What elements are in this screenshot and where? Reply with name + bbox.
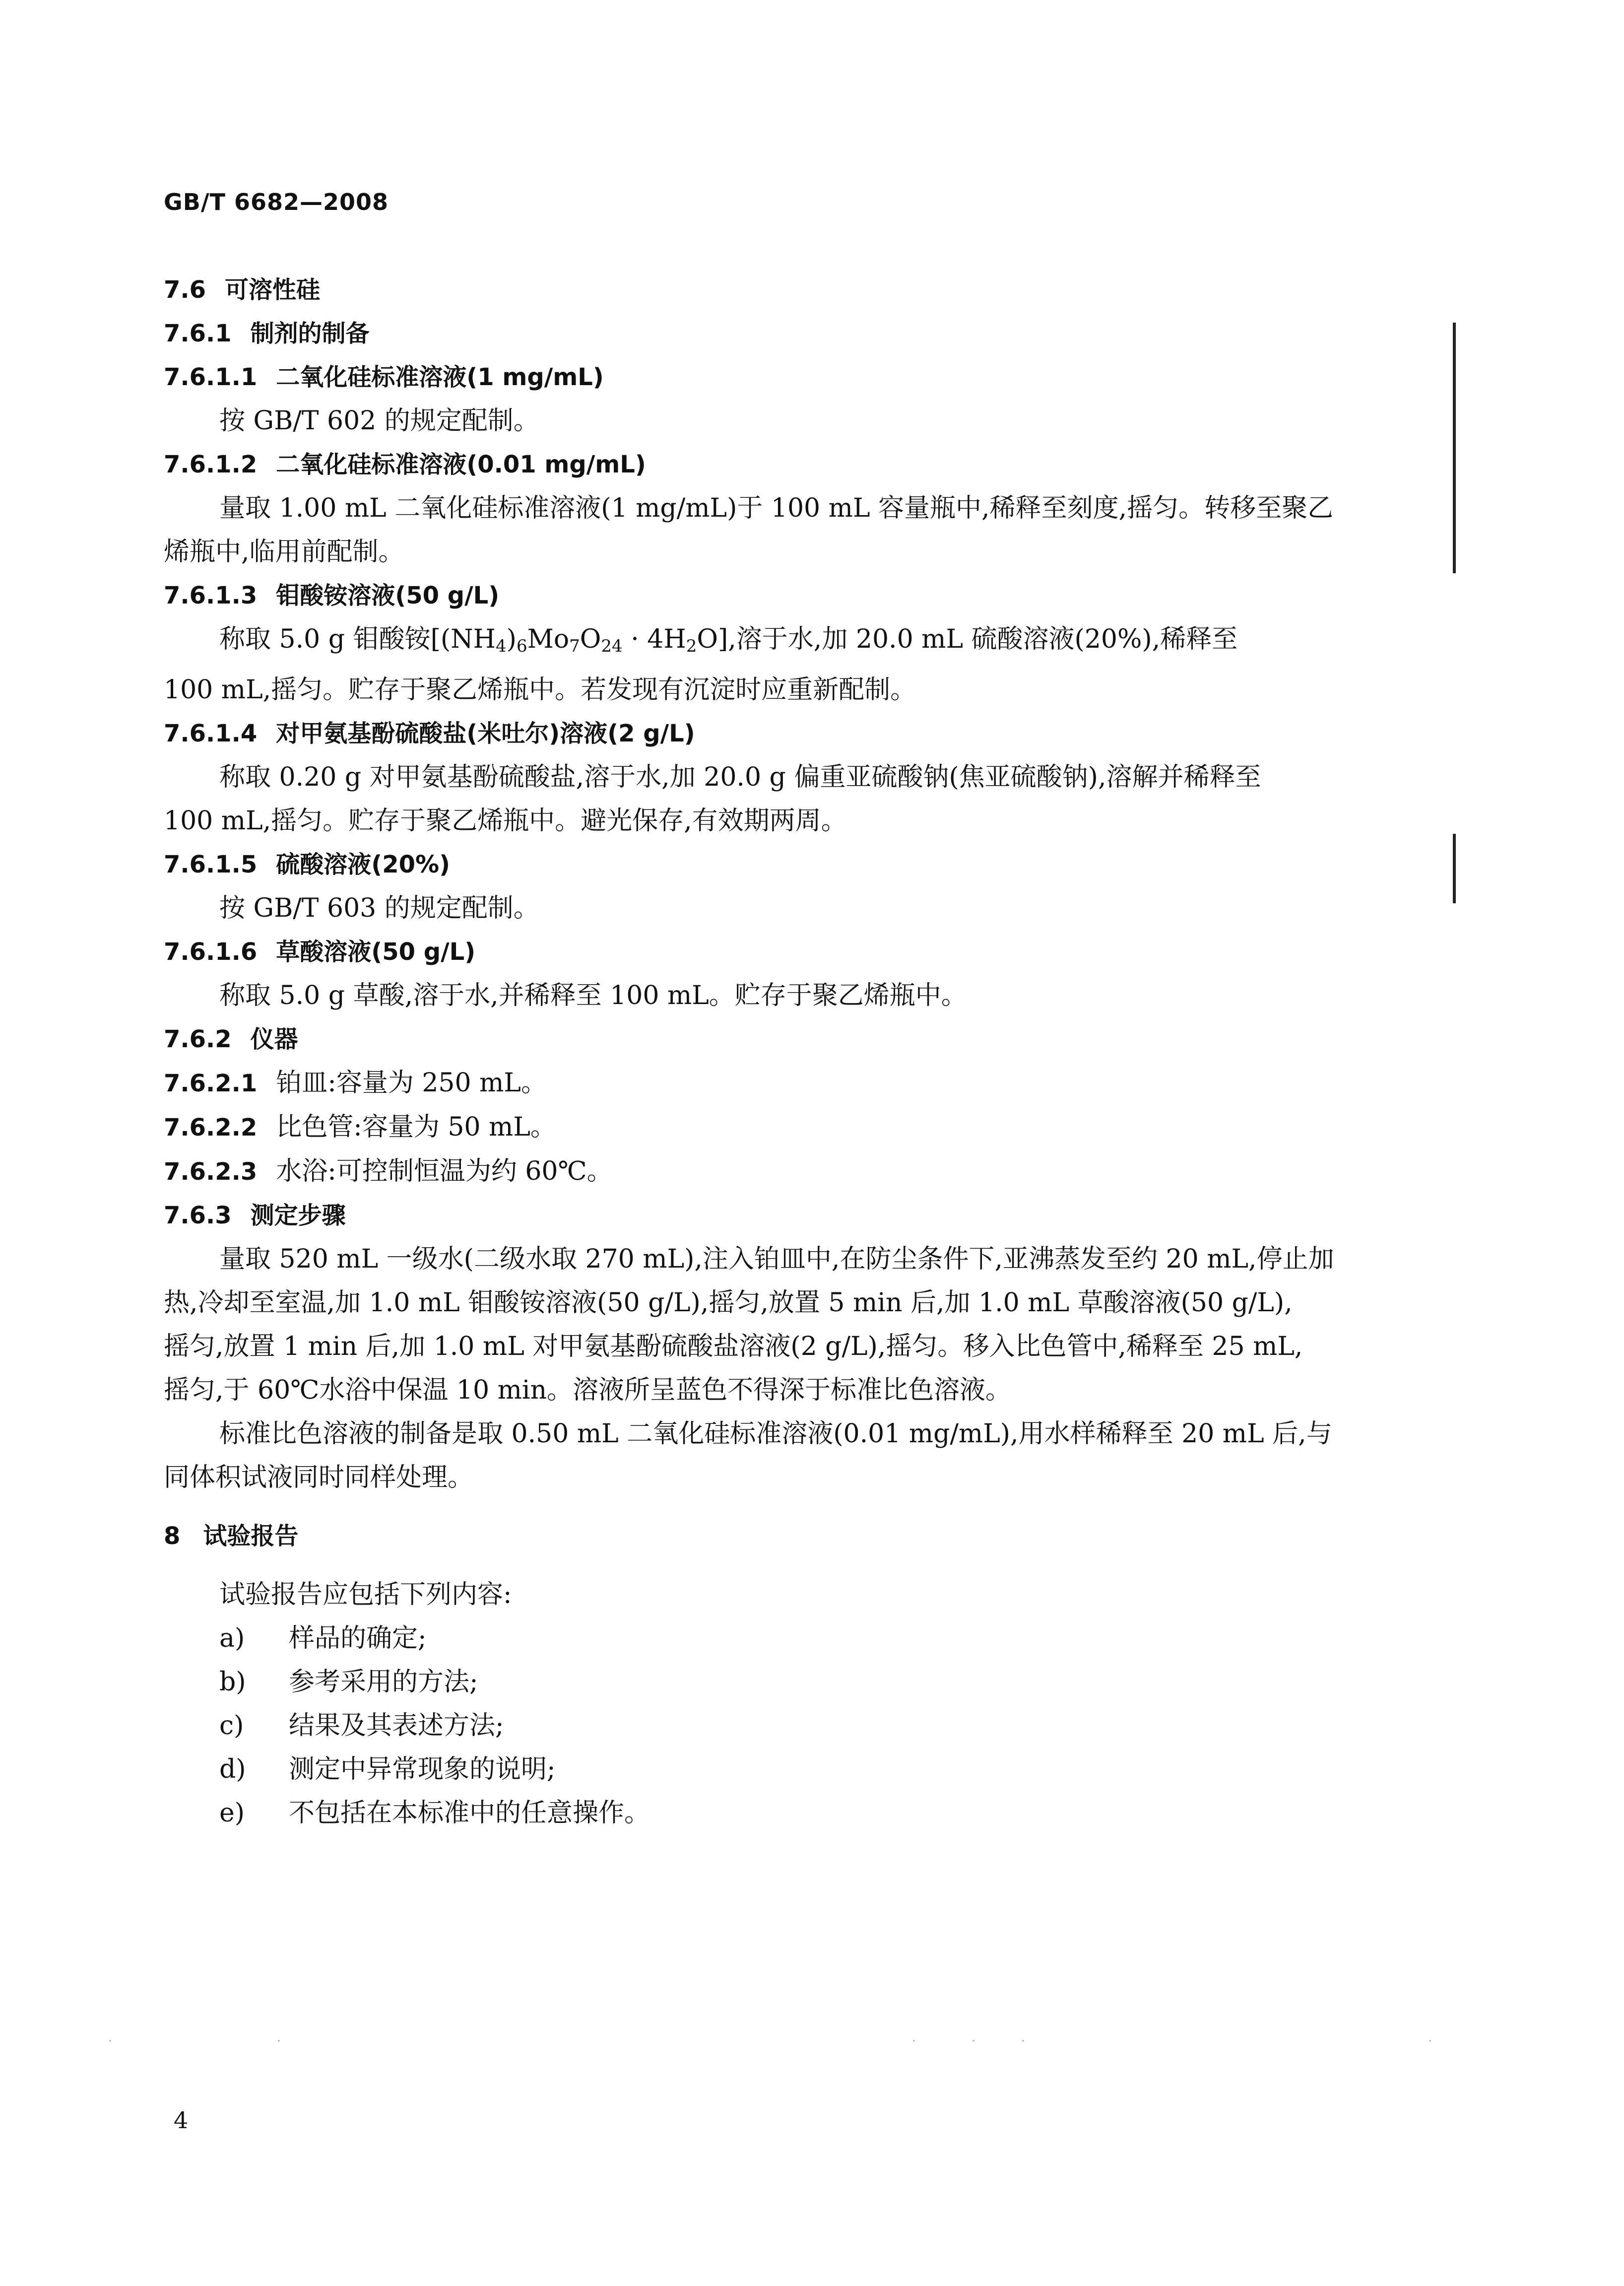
section-heading xyxy=(164,1514,1454,1558)
section-title: 测定步骤 xyxy=(250,1202,346,1229)
standard-code-header: GB/T 6682—2008 xyxy=(164,189,389,215)
section-number: 8 xyxy=(164,1522,181,1550)
section-number: 7.6.1 xyxy=(164,320,232,347)
list-item xyxy=(219,1660,1454,1704)
clause-text xyxy=(164,617,1454,668)
clause-text: 称取 0.20 g 对甲氨基酚硫酸盐,溶于水,加 20.0 g 偏重亚硫酸钠(焦亚硫酸钠),溶解并稀释至 xyxy=(219,762,1261,792)
subscript: 24 xyxy=(601,636,623,656)
clause-number: 7.6.2.1 xyxy=(164,1070,258,1097)
subscript: 7 xyxy=(569,636,580,656)
section-heading xyxy=(164,268,1454,312)
list-item xyxy=(219,1748,1454,1791)
clause-text: 铂皿:容量为 250 mL。 xyxy=(276,1068,547,1098)
clause-text: 量取 1.00 mL 二氧化硅标准溶液(1 mg/mL)于 100 mL 容量瓶中,稀释至刻度,摇匀。转移至聚乙 xyxy=(219,493,1334,523)
subsection-heading xyxy=(164,1017,1454,1061)
list-marker: c) xyxy=(219,1711,244,1741)
clause-text: 100 mL,摇匀。贮存于聚乙烯瓶中。若发现有沉淀时应重新配制。 xyxy=(164,675,916,705)
section-title: 仪器 xyxy=(250,1025,298,1053)
clause-text: 按 GB/T 603 的规定配制。 xyxy=(219,893,539,923)
list-marker: d) xyxy=(219,1754,246,1784)
list-item-text: 测定中异常现象的说明; xyxy=(289,1754,556,1784)
clause-number: 7.6.1.1 xyxy=(164,363,258,391)
formula-text: ) xyxy=(506,624,517,654)
procedure-text: 量取 520 mL 一级水(二级水取 270 mL),注入铂皿中,在防尘条件下,亚沸蒸发至约 20 mL,停止加 xyxy=(219,1244,1334,1274)
formula-text: O],溶于水,加 20.0 mL 硫酸溶液(20%),稀释至 xyxy=(697,624,1238,654)
procedure-text: 摇匀,放置 1 min 后,加 1.0 mL 对甲氨基酚硫酸盐溶液(2 g/L),摇匀。移入比色管中,稀释至 25 mL, xyxy=(164,1332,1303,1361)
clause-heading xyxy=(164,574,1454,617)
procedure-text: 同体积试液同时同样处理。 xyxy=(164,1463,474,1492)
clause-number: 7.6.1.4 xyxy=(164,720,258,747)
formula-text: 称取 5.0 g 钼酸铵[(NH xyxy=(219,624,496,654)
clause-heading xyxy=(164,843,1454,886)
clause-number: 7.6.1.2 xyxy=(164,451,258,478)
clause-title: 硫酸溶液(20%) xyxy=(276,851,451,878)
clause-number: 7.6.1.3 xyxy=(164,582,258,609)
clause-number: 7.6.1.5 xyxy=(164,851,258,878)
clause-item xyxy=(164,1149,1454,1194)
scan-speckles xyxy=(89,2040,1528,2042)
clause-item xyxy=(164,1105,1454,1149)
procedure-text: 标准比色溶液的制备是取 0.50 mL 二氧化硅标准溶液(0.01 mg/mL),用水样稀释至 20 mL 后,与 xyxy=(219,1419,1332,1449)
section-number: 7.6.3 xyxy=(164,1202,232,1229)
section-title: 可溶性硅 xyxy=(225,276,321,304)
clause-heading xyxy=(164,355,1454,399)
clause-title: 钼酸铵溶液(50 g/L) xyxy=(276,582,500,609)
list-item xyxy=(219,1616,1454,1660)
subscript: 6 xyxy=(516,636,527,656)
list-item-text: 结果及其表述方法; xyxy=(289,1711,504,1741)
document-body xyxy=(164,268,1454,1835)
clause-text: 比色管:容量为 50 mL。 xyxy=(276,1112,556,1142)
list-marker: a) xyxy=(219,1623,245,1653)
subscript: 2 xyxy=(686,636,697,656)
clause-text: 水浴:可控制恒温为约 60℃。 xyxy=(276,1156,613,1186)
formula-text: · 4H xyxy=(622,624,686,654)
clause-number: 7.6.2.3 xyxy=(164,1158,258,1186)
clause-title: 二氧化硅标准溶液(1 mg/mL) xyxy=(276,363,604,391)
report-items-list xyxy=(164,1616,1454,1835)
formula-text: Mo xyxy=(527,624,570,654)
section-number: 7.6.2 xyxy=(164,1025,232,1053)
clause-number: 7.6.2.2 xyxy=(164,1114,258,1142)
list-item xyxy=(219,1704,1454,1748)
clause-text: 烯瓶中,临用前配制。 xyxy=(164,537,404,567)
subsection-heading xyxy=(164,1194,1454,1237)
clause-heading xyxy=(164,930,1454,974)
clause-title: 二氧化硅标准溶液(0.01 mg/mL) xyxy=(276,451,646,478)
clause-text: 按 GB/T 602 的规定配制。 xyxy=(219,406,539,436)
list-item-text: 参考采用的方法; xyxy=(289,1667,478,1697)
procedure-text: 热,冷却至室温,加 1.0 mL 钼酸铵溶液(50 g/L),摇匀,放置 5 min 后,加 1.0 mL 草酸溶液(50 g/L), xyxy=(164,1288,1293,1318)
list-marker: b) xyxy=(219,1667,246,1697)
list-item-text: 不包括在本标准中的任意操作。 xyxy=(289,1798,650,1828)
clause-heading xyxy=(164,443,1454,486)
list-item-text: 样品的确定; xyxy=(289,1623,427,1653)
clause-title: 对甲氨基酚硫酸盐(米吐尔)溶液(2 g/L) xyxy=(276,720,695,747)
list-item xyxy=(219,1791,1454,1835)
section-title: 试验报告 xyxy=(203,1522,299,1550)
clause-heading xyxy=(164,712,1454,755)
report-intro: 试验报告应包括下列内容: xyxy=(219,1580,512,1610)
list-marker: e) xyxy=(219,1798,245,1828)
procedure-text: 摇匀,于 60℃水浴中保温 10 min。溶液所呈蓝色不得深于标准比色溶液。 xyxy=(164,1375,1012,1405)
page-number: 4 xyxy=(174,2107,189,2134)
clause-title: 草酸溶液(50 g/L) xyxy=(276,938,476,966)
clause-text: 称取 5.0 g 草酸,溶于水,并稀释至 100 mL。贮存于聚乙烯瓶中。 xyxy=(219,981,967,1010)
formula-text: O xyxy=(580,624,601,654)
section-title: 制剂的制备 xyxy=(250,320,370,347)
subsection-heading xyxy=(164,312,1454,355)
clause-text: 100 mL,摇匀。贮存于聚乙烯瓶中。避光保存,有效期两周。 xyxy=(164,806,847,836)
clause-item xyxy=(164,1061,1454,1105)
subscript: 4 xyxy=(496,636,507,656)
clause-number: 7.6.1.6 xyxy=(164,938,258,966)
section-number: 7.6 xyxy=(164,276,206,304)
